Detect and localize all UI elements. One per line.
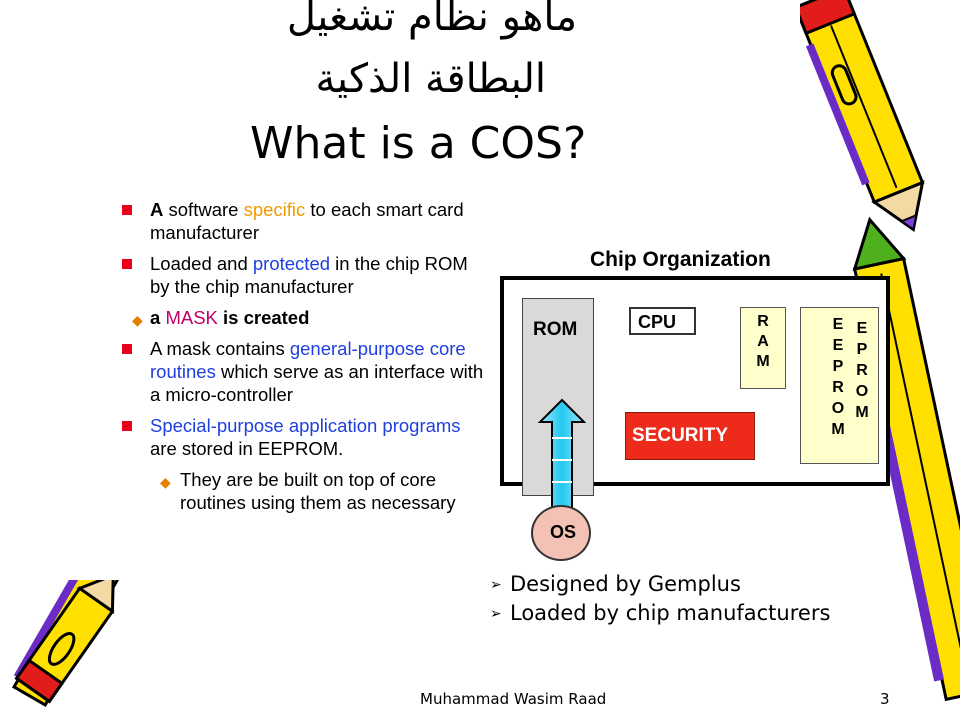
ram-block xyxy=(740,307,786,389)
note-text: Designed by Gemplus xyxy=(510,572,741,596)
bullet-item xyxy=(118,252,488,298)
ram-letter: M xyxy=(756,353,770,370)
sub-bullet-item xyxy=(118,468,488,514)
bullet-highlight: MASK xyxy=(165,307,218,328)
sub-bullet-item xyxy=(118,306,488,329)
bullet-text: Loaded and xyxy=(150,253,253,274)
eeprom-letter: E xyxy=(856,320,868,337)
eeprom-letter: M xyxy=(855,404,869,421)
security-block xyxy=(625,412,755,460)
bullet-text: software xyxy=(163,199,244,220)
bullet-item xyxy=(118,198,488,244)
bullet-list xyxy=(118,198,488,522)
eeprom-letter: E xyxy=(832,337,844,354)
bullet-text: in the chip ROM by the chip manufacturer xyxy=(150,253,468,297)
eeprom-letter: M xyxy=(831,421,845,438)
bullet-highlight: specific xyxy=(243,199,306,220)
bullet-text: A mask contains xyxy=(150,338,290,359)
note-item xyxy=(490,570,830,599)
eeprom-letter: P xyxy=(856,341,868,358)
eeprom-letter: O xyxy=(855,383,869,400)
note-text: Loaded by chip manufacturers xyxy=(510,601,831,625)
triangle-arrow-icon: ➢ xyxy=(490,577,502,593)
title-arabic-line2: البطاقة الذكية xyxy=(315,56,546,102)
security-label: SECURITY xyxy=(632,425,729,446)
chip-organization-title: Chip Organization xyxy=(590,248,771,271)
bullet-highlight: protected xyxy=(252,253,331,274)
up-arrow-icon xyxy=(538,398,586,510)
notes-list xyxy=(490,570,830,628)
bullet-item xyxy=(118,414,488,460)
diamond-bullet-icon: ◆ xyxy=(132,312,143,328)
bullet-text: A xyxy=(150,199,164,220)
ram-letter: R xyxy=(757,313,769,330)
cpu-block xyxy=(629,307,696,335)
bullet-highlight: Special-purpose application programs xyxy=(150,415,461,436)
ram-letter: A xyxy=(757,333,769,350)
rom-label: ROM xyxy=(533,319,578,340)
footer-author: Muhammad Wasim Raad xyxy=(420,690,607,708)
bullet-highlight: general-purpose core routines xyxy=(150,338,466,382)
eeprom-letter: R xyxy=(832,379,844,396)
bullet-text: a xyxy=(150,307,166,328)
eeprom-letter: O xyxy=(831,400,845,417)
os-circle xyxy=(531,505,591,561)
note-item xyxy=(490,599,830,628)
cpu-label: CPU xyxy=(638,312,677,332)
crayon-icon xyxy=(0,580,140,720)
os-label: OS xyxy=(550,522,577,542)
diamond-bullet-icon: ◆ xyxy=(160,474,171,490)
triangle-arrow-icon: ➢ xyxy=(490,606,502,622)
eeprom-letter: E xyxy=(832,316,844,333)
bullet-text: which serve as an interface with a micro-controller xyxy=(150,361,484,405)
bullet-text: are stored in EEPROM. xyxy=(150,438,344,459)
title-arabic-line1: ماهو نظام تشغيل xyxy=(286,0,577,40)
bullet-text: to each smart card manufacturer xyxy=(150,199,464,243)
bullet-text: is created xyxy=(217,307,310,328)
bullet-text: They are be built on top of core routines using them as necessary xyxy=(180,469,456,513)
title-english: What is a COS? xyxy=(250,118,587,169)
bullet-item xyxy=(118,337,488,406)
eeprom-letter: P xyxy=(832,358,844,375)
eeprom-block xyxy=(800,307,879,464)
page-number: 3 xyxy=(880,690,890,708)
eeprom-letter: R xyxy=(856,362,868,379)
